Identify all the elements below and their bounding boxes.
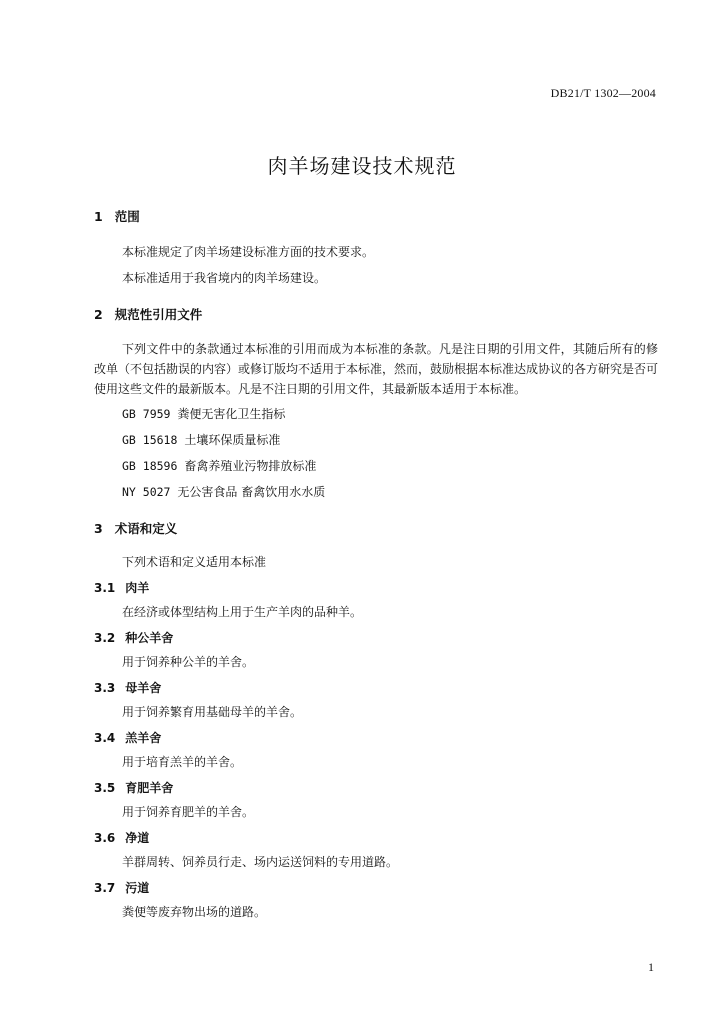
term-definition: 用于饲养繁育用基础母羊的羊舍。 [122,705,303,719]
term-heading [94,779,658,797]
term-definition: 用于饲养育肥羊的羊舍。 [122,805,255,819]
reference-item [94,405,658,423]
term-name: 种公羊舍 [125,631,174,645]
section-title: 范围 [114,209,140,224]
reference-item [94,483,658,501]
term-heading [94,829,658,847]
term-definition: 粪便等废弃物出场的道路。 [122,905,267,919]
term-number: 3.7 [94,881,116,895]
reference-title: 粪便无害化卫生指标 [177,407,286,421]
document-body [94,207,658,921]
term-heading [94,879,658,897]
term-name: 污道 [125,881,150,895]
term-definition: 用于饲养种公羊的羊舍。 [122,655,255,669]
term-name: 育肥羊舍 [125,781,174,795]
paragraph: 下列术语和定义适用本标准 [122,555,267,569]
reference-item [94,457,658,475]
term-number: 3.2 [94,631,116,645]
section-number: 3 [94,521,103,536]
term-heading [94,679,658,697]
reference-code: GB 18596 [122,459,178,473]
term-definition: 在经济或体型结构上用于生产羊肉的品种羊。 [122,605,363,619]
term-number: 3.3 [94,681,116,695]
term-name: 净道 [125,831,150,845]
reference-code: GB 15618 [122,433,178,447]
reference-title: 畜禽养殖业污物排放标准 [184,459,317,473]
reference-code: NY 5027 [122,485,171,499]
reference-title: 无公害食品 畜禽饮用水水质 [177,485,326,499]
reference-item [94,431,658,449]
section-number: 2 [94,307,103,322]
term-name: 母羊舍 [125,681,162,695]
section-heading-normative-references [94,305,658,325]
reference-title: 土壤环保质量标准 [184,433,281,447]
term-number: 3.5 [94,781,116,795]
term-name: 羔羊舍 [125,731,162,745]
page-number: 1 [648,960,654,974]
section-title: 术语和定义 [114,521,178,536]
paragraph: 下列文件中的条款通过本标准的引用而成为本标准的条款。凡是注日期的引用文件，其随后所有的修改单（不包括勘误的内容）或修订版均不适用于本标准，然而，鼓励根据本标准达成协议的各方研究是否可使用这些文件的最新版本。凡是不注日期的引用文件，其最新版本适用于本标准。 [94,342,659,396]
section-heading-terms-definitions [94,519,658,539]
paragraph: 本标准适用于我省境内的肉羊场建设。 [122,271,327,285]
paragraph: 本标准规定了肉羊场建设标准方面的技术要求。 [122,245,375,259]
term-name: 肉羊 [125,581,150,595]
standard-code: DB21/T 1302—2004 [550,86,656,100]
section-title: 规范性引用文件 [114,307,203,322]
term-number: 3.1 [94,581,116,595]
section-heading-scope [94,207,658,227]
term-number: 3.4 [94,731,116,745]
term-number: 3.6 [94,831,116,845]
term-heading [94,729,658,747]
document-title: 肉羊场建设技术规范 [267,154,457,178]
term-heading [94,579,658,597]
section-number: 1 [94,209,103,224]
reference-code: GB 7959 [122,407,171,421]
term-definition: 羊群周转、饲养员行走、场内运送饲料的专用道路。 [122,855,399,869]
term-heading [94,629,658,647]
term-definition: 用于培育羔羊的羊舍。 [122,755,243,769]
